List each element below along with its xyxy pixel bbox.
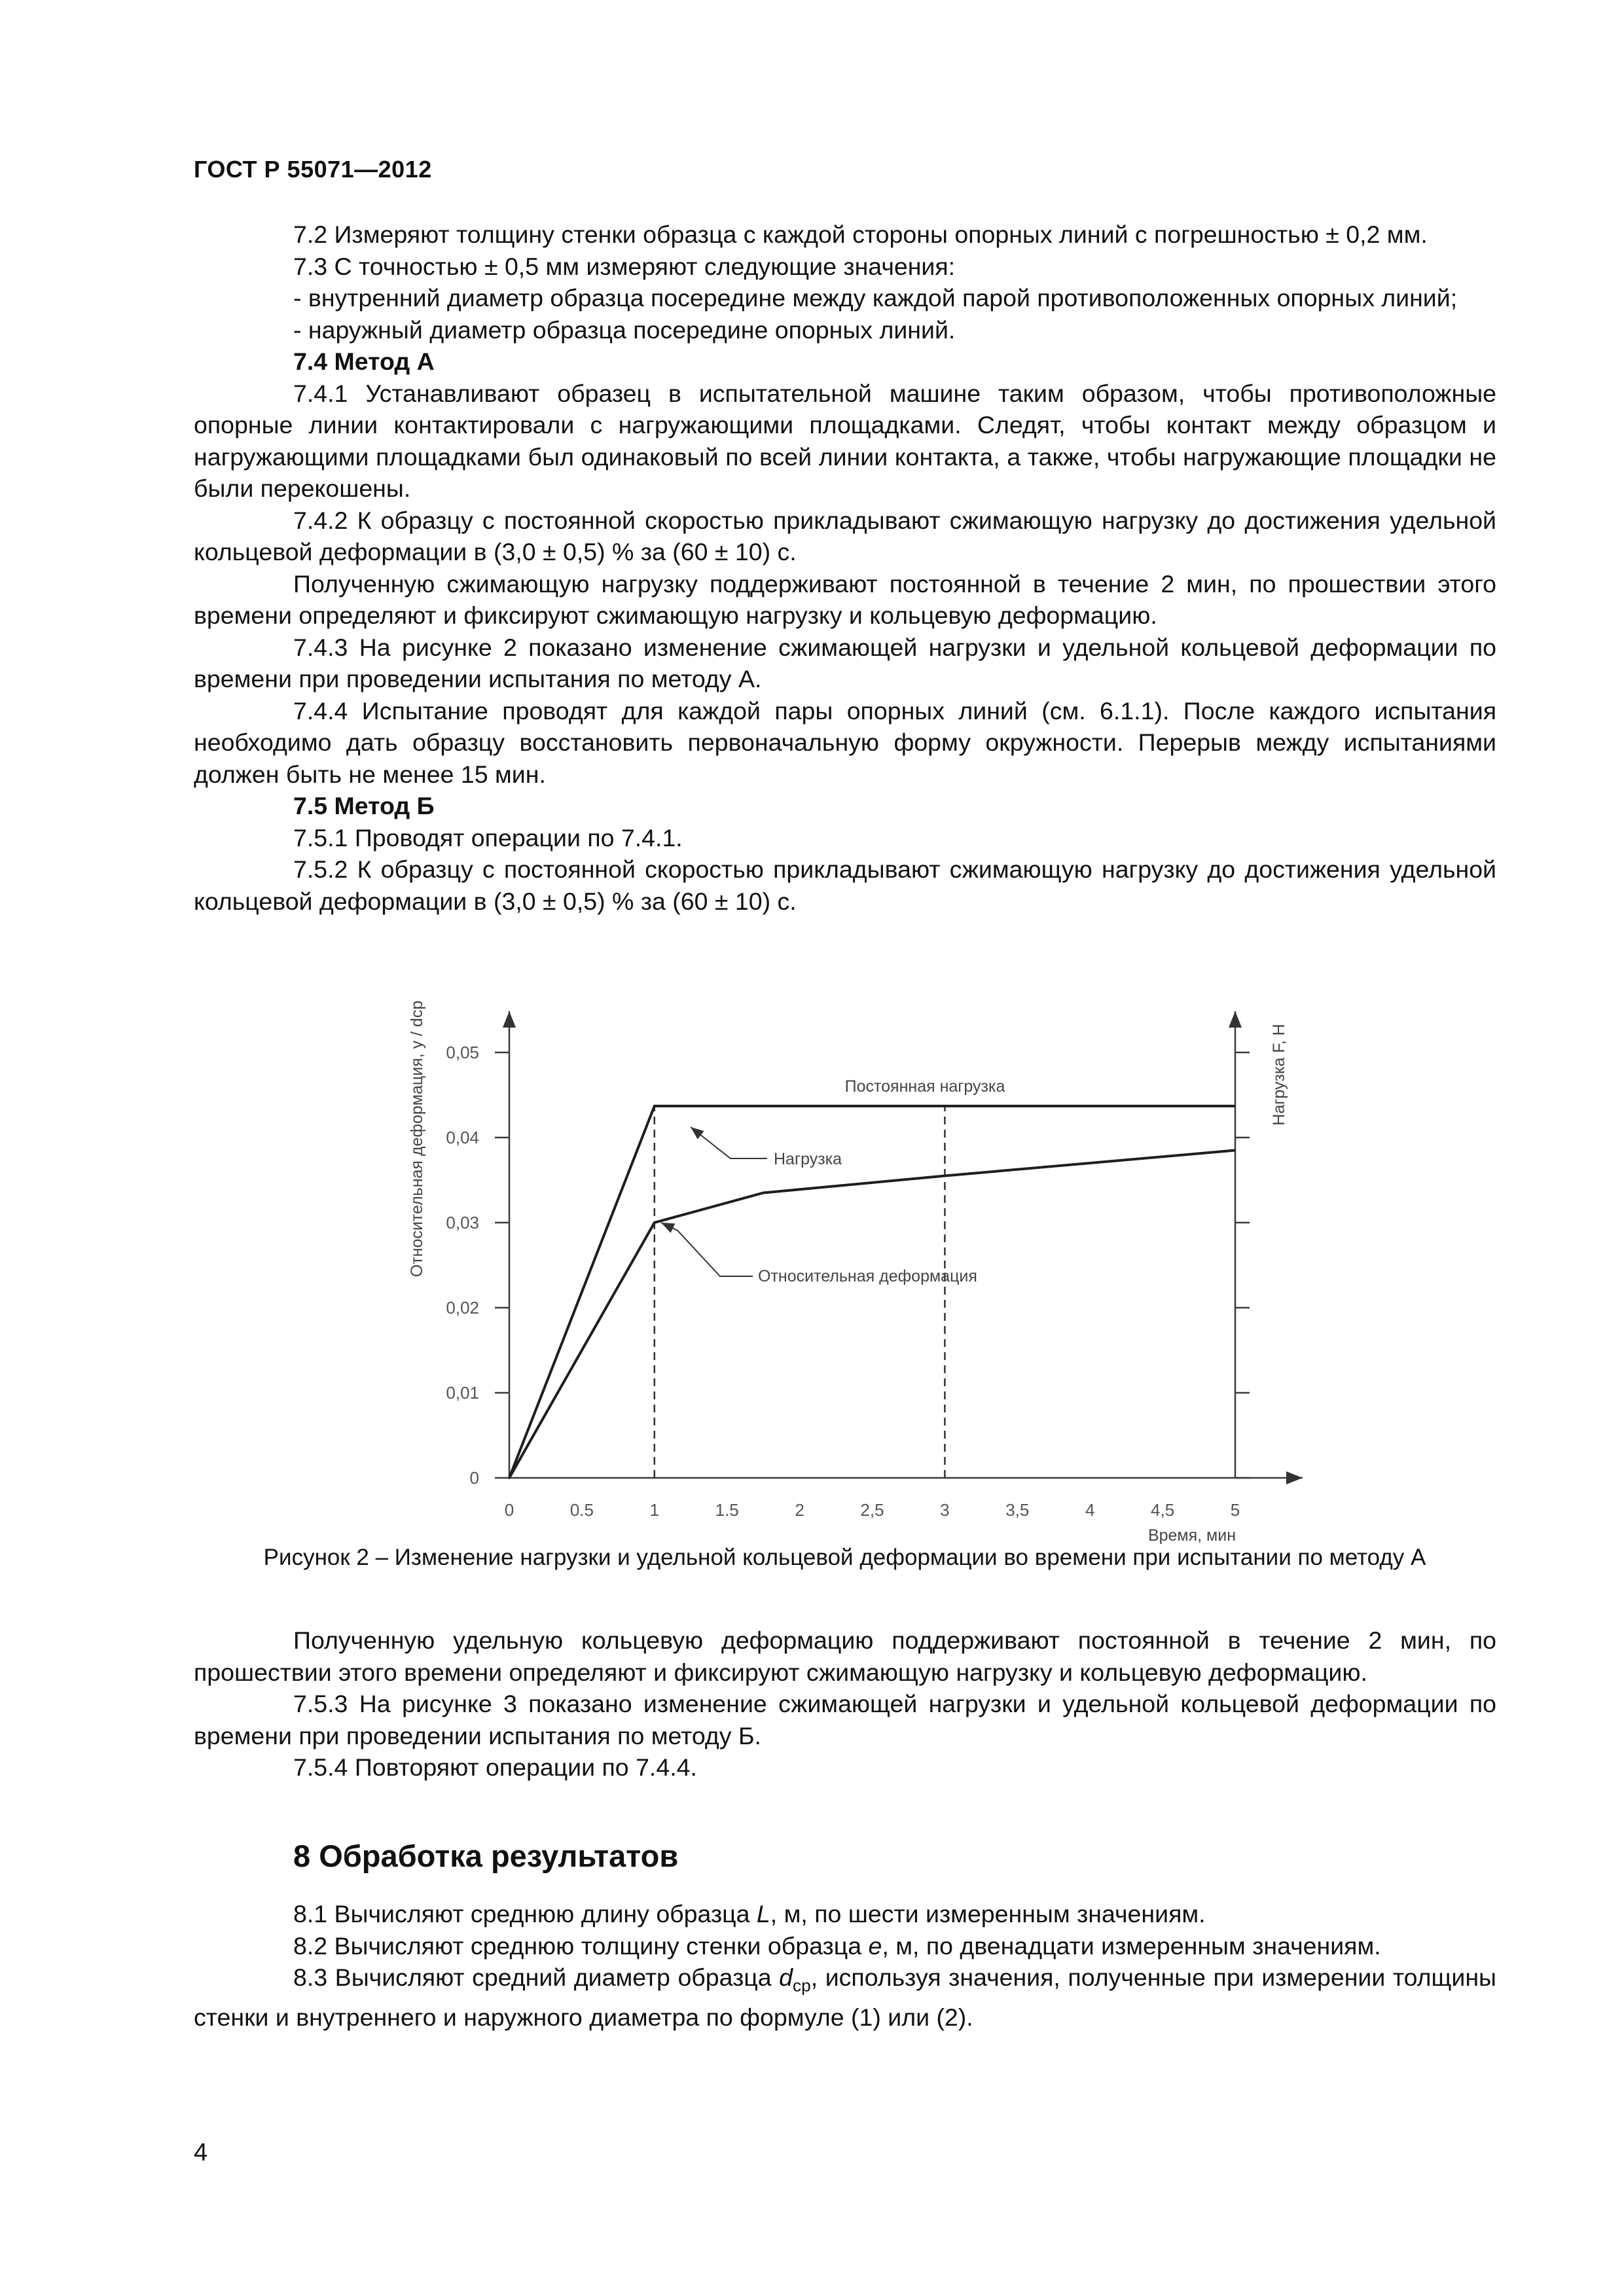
paragraph: 7.4.1 Устанавливают образец в испытательной машине таким образом, чтобы противоположные опорные линии контактировали с нагружающими площадками. Следят, чтобы контакт между образцом и нагружающими площадками был одинаковый по всей линии контакта, а также, чтобы нагружающие площадки не были перекошены. <box>194 379 1496 502</box>
x-tick-label: 3,5 <box>1005 1500 1030 1520</box>
annotation-deformation: Относительная деформация <box>758 1267 977 1285</box>
x-tick-label: 3 <box>940 1500 950 1520</box>
paragraph: Полученную удельную кольцевую деформацию поддерживают постоянной в течение 2 мин, по прошествии этого времени определяют и фиксируют сжимающую нагрузку и кольцевую деформацию. <box>194 1626 1496 1686</box>
paragraph: 7.4.3 На рисунке 2 показано изменение сжимающей нагрузки и удельной кольцевой деформации по времени при проведении испытания по методу А. <box>194 633 1496 692</box>
x-tick-label: 2 <box>795 1500 804 1520</box>
leader-load <box>691 1127 767 1158</box>
series-line <box>509 1106 1235 1478</box>
paragraph: 8.1 Вычисляют среднюю длину образца L, м, по шести измеренным значениям. <box>293 1900 1206 1928</box>
annotation-load: Нагрузка <box>774 1150 842 1168</box>
paragraph: 7.5.2 К образцу с постоянной скоростью прикладывают сжимающую нагрузку до достижения удельной кольцевой деформации в (3,0 ± 0,5) % за (60 ± 10) с. <box>194 855 1496 915</box>
x-tick-label: 2,5 <box>860 1500 884 1520</box>
section-8-title: 8 Обработка результатов <box>293 1839 679 1873</box>
paragraph: 8.2 Вычисляют среднюю толщину стенки образца e, м, по двенадцати измеренным значениям. <box>293 1931 1381 1960</box>
paragraph: 7.2 Измеряют толщину стенки образца с каждой стороны опорных линий с погрешностью ± 0,2 мм. <box>293 221 1428 248</box>
y-tick-label: 0,05 <box>446 1043 479 1062</box>
y-tick-label: 0,02 <box>446 1298 479 1318</box>
paragraph: - наружный диаметр образца посередине опорных линий. <box>293 315 956 344</box>
y-tick-label: 0,01 <box>446 1383 479 1403</box>
paragraph: 7.5.3 На рисунке 3 показано изменение сжимающей нагрузки и удельной кольцевой деформации по времени при проведении испытания по методу Б. <box>194 1690 1496 1749</box>
x-tick-label: 1 <box>649 1500 660 1520</box>
paragraph: 7.5.4 Повторяют операции по 7.4.4. <box>293 1753 697 1781</box>
x-tick-label: 4 <box>1085 1500 1095 1520</box>
annotation-constant-load: Постоянная нагрузка <box>844 1077 1005 1096</box>
text-block-bottom <box>194 1898 1496 2034</box>
x-tick-label: 0 <box>504 1500 514 1520</box>
x-tick-label: 1.5 <box>715 1500 739 1520</box>
paragraph: 7.5.1 Проводят операции по 7.4.1. <box>293 823 683 852</box>
leader-deformation <box>661 1223 753 1276</box>
y-tick-label: 0,03 <box>446 1213 479 1232</box>
y-tick-label: 0 <box>469 1468 479 1488</box>
text-block-middle <box>194 1624 1496 1784</box>
paragraph: 7.3 С точностью ± 0,5 мм измеряют следующие значения: <box>293 252 956 280</box>
paragraph: 7.4.4 Испытание проводят для каждой пары опорных линий (см. 6.1.1). После каждого испытания необходимо дать образцу восстановить первоначальную форму окружности. Перерыв между испытаниями должен быть не менее 15 мин. <box>194 696 1496 788</box>
paragraph: 7.4.2 К образцу с постоянной скоростью прикладывают сжимающую нагрузку до достижения удельной кольцевой деформации в (3,0 ± 0,5) % за (60 ± 10) с. <box>194 506 1496 565</box>
page-number: 4 <box>194 2139 208 2166</box>
subsection-heading: 7.4 Метод А <box>293 348 435 375</box>
subsection-heading: 7.5 Метод Б <box>293 792 435 819</box>
x-tick-label: 5 <box>1230 1500 1240 1520</box>
paragraph: Полученную сжимающую нагрузку поддерживают постоянной в течение 2 мин, по прошествии этого времени определяют и фиксируют сжимающую нагрузку и кольцевую деформацию. <box>194 569 1496 629</box>
y-axis-label-left: Относительная деформация, y / dср <box>408 1000 426 1278</box>
y-axis-label-right: Нагрузка F, Н <box>1270 1024 1288 1126</box>
document-header: ГОСТ Р 55071—2012 <box>194 156 432 183</box>
figure-caption: Рисунок 2 – Изменение нагрузки и удельной кольцевой деформации во времени при испытании по методу А <box>263 1545 1426 1570</box>
paragraph: - внутренний диаметр образца посередине между каждой парой противоположенных опорных линий; <box>293 284 1458 312</box>
x-tick-label: 4,5 <box>1151 1500 1175 1520</box>
paragraph: 8.3 Вычисляют средний диаметр образца $d_{ср}$, используя значения, полученные при измерении толщины стенки и внутреннего и наружного диаметра по формуле (1) или (2). <box>194 1964 1496 2031</box>
x-axis-label: Время, мин <box>1147 1526 1236 1545</box>
x-tick-label: 0.5 <box>569 1500 594 1520</box>
y-tick-label: 0,04 <box>446 1128 479 1147</box>
